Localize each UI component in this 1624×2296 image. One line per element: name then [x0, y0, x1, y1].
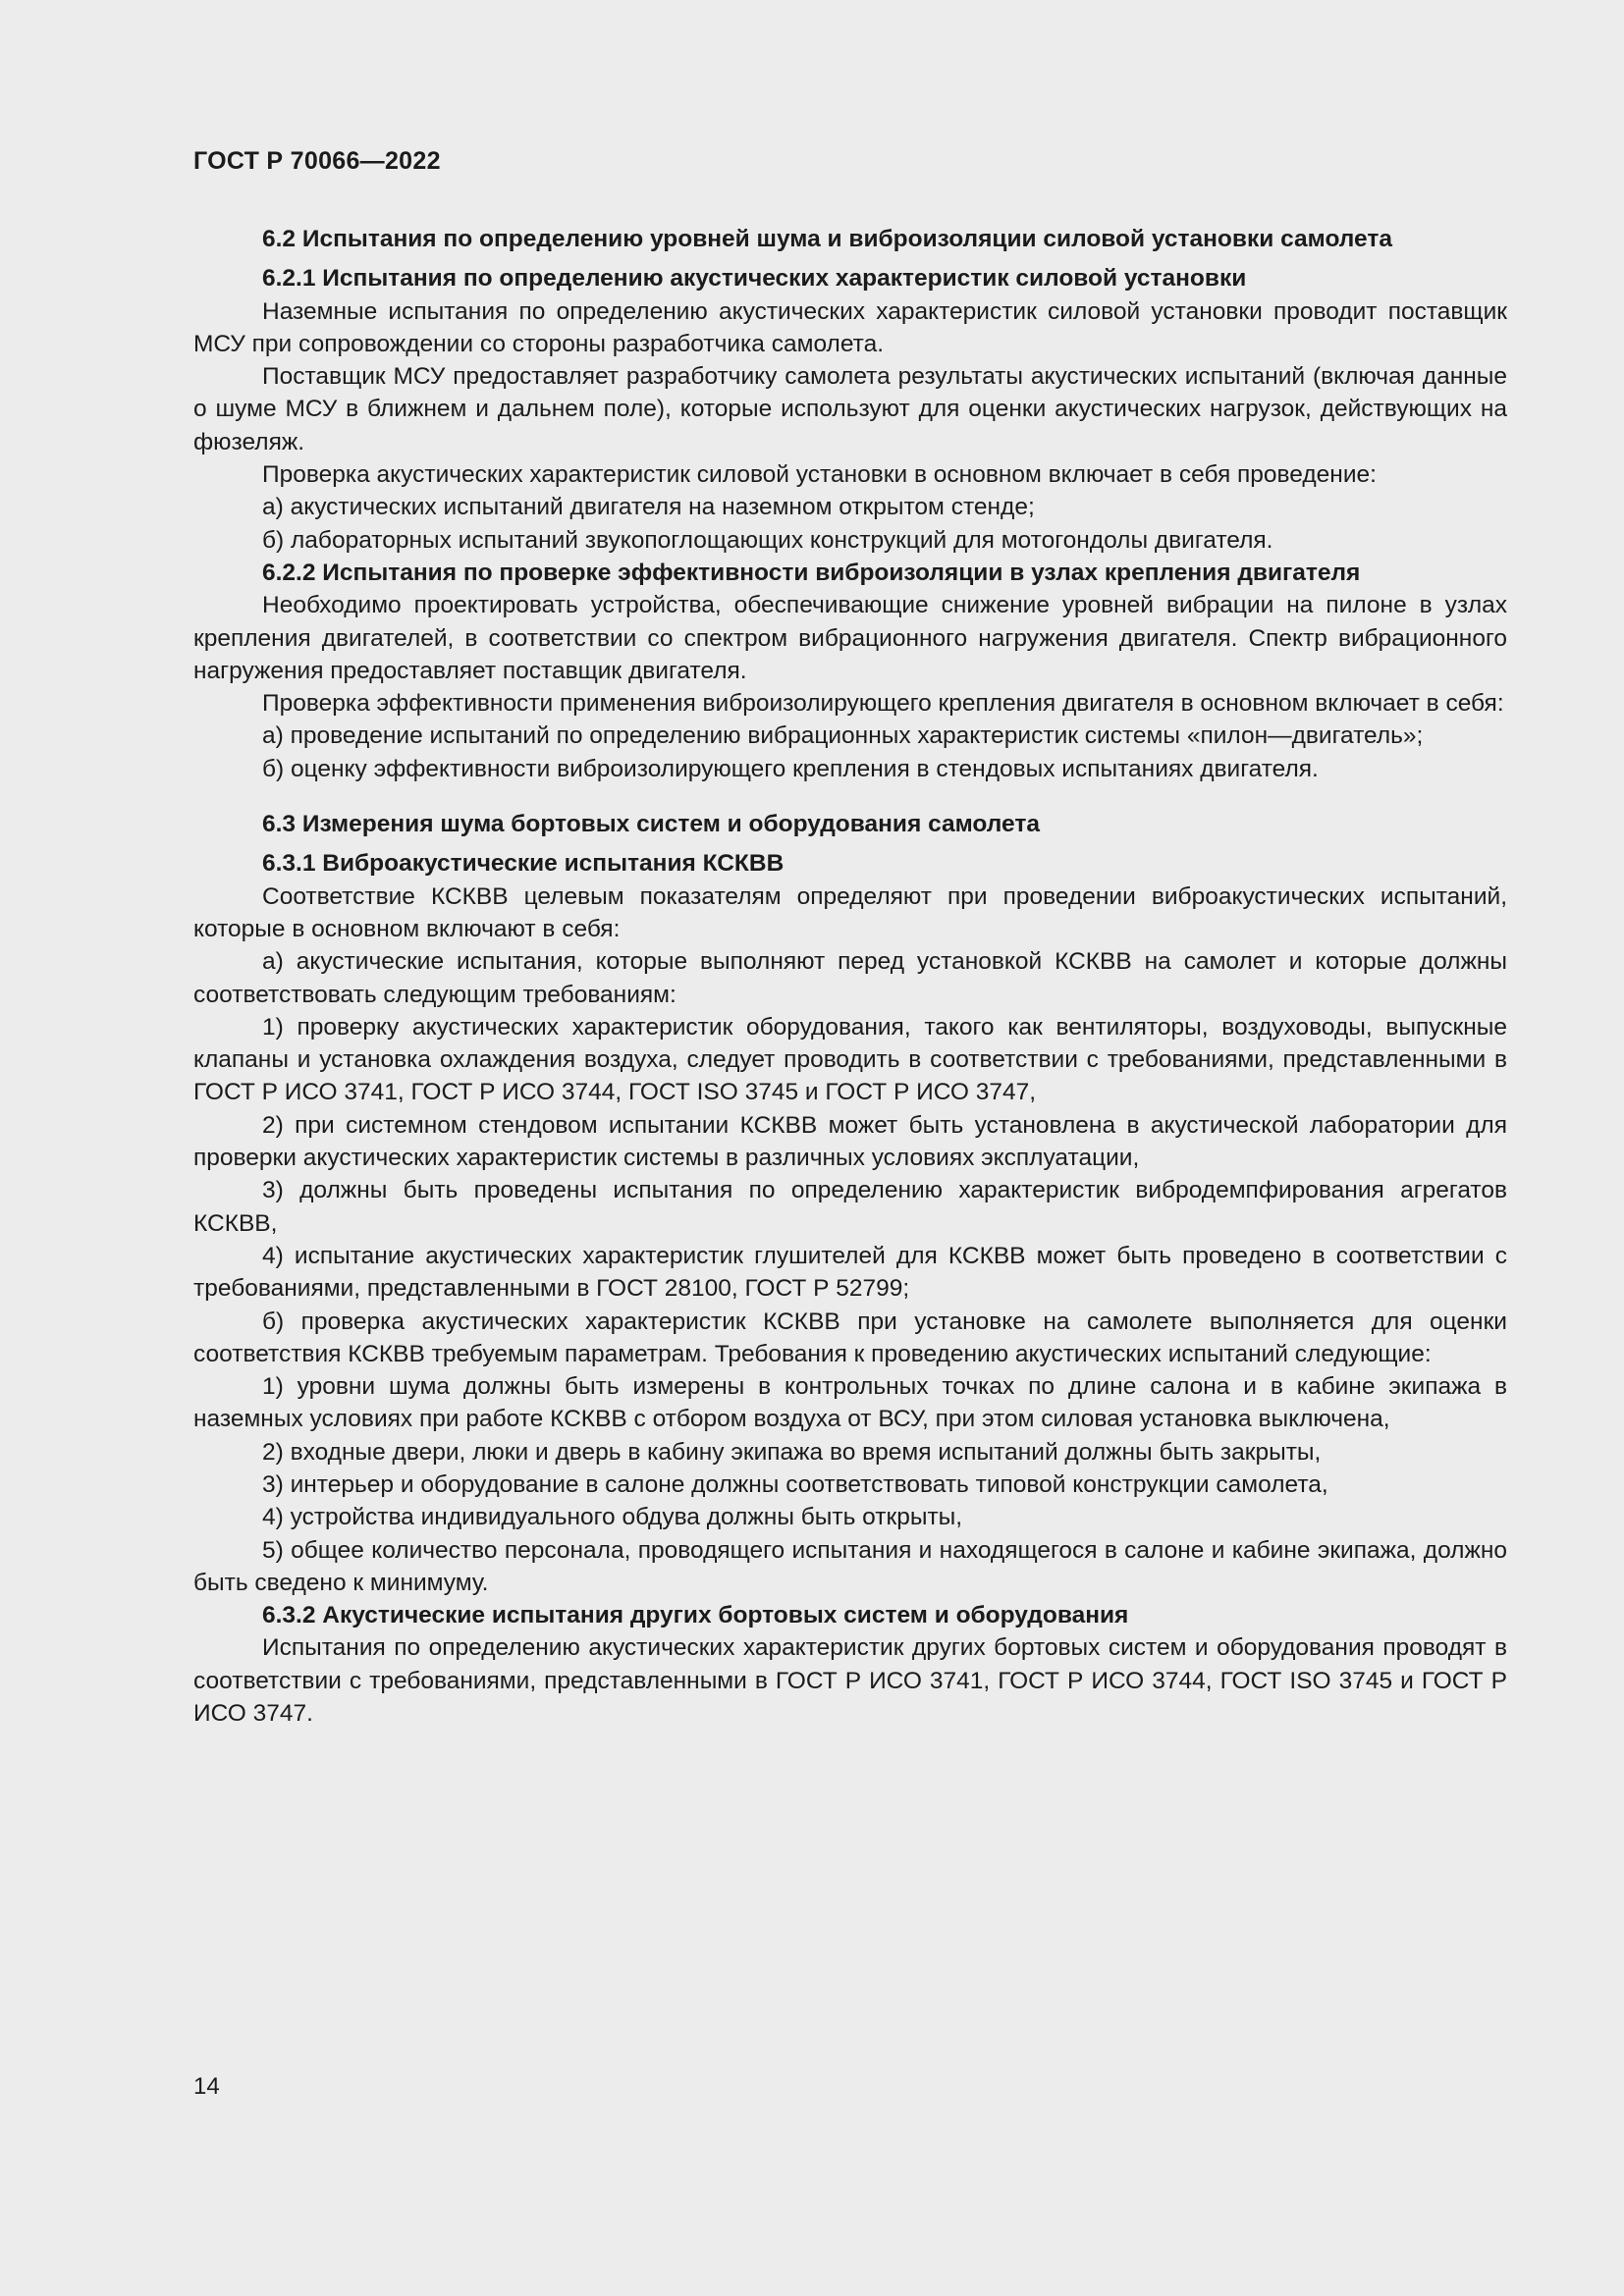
- list-item: 2) входные двери, люки и дверь в кабину экипажа во время испытаний должны быть закрыты,: [262, 1438, 1322, 1466]
- section-6-2-1-title: 6.2.1 Испытания по определению акустических характеристик силовой установки: [262, 265, 1247, 293]
- list-item: 4) устройства индивидуального обдува должны быть открыты,: [262, 1504, 963, 1531]
- paragraph: Поставщик МСУ предоставляет разработчику самолета результаты акустических испытаний (включая данные о шуме МСУ в ближнем и дальнем поле), которые используют для оценки акустических нагрузок, действующих на фюзеляж.: [193, 363, 1507, 455]
- paragraph: Наземные испытания по определению акустических характеристик силовой установки проводит поставщик МСУ при сопровождении со стороны разработчика самолета.: [193, 297, 1507, 357]
- paragraph: Проверка акустических характеристик силовой установки в основном включает в себя проведение:: [262, 461, 1377, 489]
- section-6-2-title: 6.2 Испытания по определению уровней шума и виброизоляции силовой установки самолета: [262, 226, 1392, 252]
- list-item: 5) общее количество персонала, проводящего испытания и находящегося в салоне и кабине экипажа, должно быть сведено к минимуму.: [193, 1536, 1507, 1596]
- list-item: б) проверка акустических характеристик КСКВВ при установке на самолете выполняется для оценки соответствия КСКВВ требуемым параметрам. Требования к проведению акустических испытаний следующие:: [193, 1308, 1507, 1367]
- list-item: 3) должны быть проведены испытания по определению характеристик вибродемпфирования агрегатов КСКВВ,: [193, 1177, 1507, 1237]
- list-item: 1) проверку акустических характеристик оборудования, такого как вентиляторы, воздуховоды, выпускные клапаны и установка охлаждения воздуха, следует проводить в соответствии с требованиями, представленными в ГОСТ Р ИСО 3741, ГОСТ Р ИСО 3744, ГОСТ ISO 3745 и ГОСТ Р ИСО 3747,: [193, 1013, 1507, 1106]
- list-item: 3) интерьер и оборудование в салоне должны соответствовать типовой конструкции самолета,: [262, 1470, 1328, 1498]
- list-item: б) оценку эффективности виброизолирующего крепления в стендовых испытаниях двигателя.: [262, 755, 1319, 782]
- paragraph: Необходимо проектировать устройства, обеспечивающие снижение уровней вибрации на пилоне в узлах крепления двигателей, в соответствии со спектром вибрационного нагружения двигателя. Спектр вибрационного нагружения предоставляет поставщик двигателя.: [193, 592, 1507, 684]
- list-item: 1) уровни шума должны быть измерены в контрольных точках по длине салона и в кабине экипажа в наземных условиях при работе КСКВВ с отбором воздуха от ВСУ, при этом силовая установка выключена,: [193, 1373, 1507, 1433]
- section-6-3-2-title: 6.3.2 Акустические испытания других бортовых систем и оборудования: [262, 1602, 1129, 1629]
- list-item: 4) испытание акустических характеристик глушителей для КСКВВ может быть проведено в соответствии с требованиями, представленными в ГОСТ 28100, ГОСТ Р 52799;: [193, 1242, 1507, 1303]
- paragraph: Испытания по определению акустических характеристик других бортовых систем и оборудования проводят в соответствии с требованиями, представленными в ГОСТ Р ИСО 3741, ГОСТ Р ИСО 3744, ГОСТ ISO 3745 и ГОСТ Р ИСО 3747.: [193, 1634, 1507, 1728]
- list-item: а) акустических испытаний двигателя на наземном открытом стенде;: [262, 494, 1035, 521]
- list-item: а) акустические испытания, которые выполняют перед установкой КСКВВ на самолет и которые должны соответствовать следующим требованиям:: [193, 948, 1507, 1008]
- list-item: б) лабораторных испытаний звукопоглощающих конструкций для мотогондолы двигателя.: [262, 526, 1273, 554]
- document-body: [193, 223, 1507, 1730]
- list-item: а) проведение испытаний по определению вибрационных характеристик системы «пилон—двигатель»;: [262, 722, 1424, 750]
- document-header: ГОСТ Р 70066—2022: [193, 147, 441, 175]
- section-6-2-2-title: 6.2.2 Испытания по проверке эффективности виброизоляции в узлах крепления двигателя: [262, 559, 1361, 586]
- section-6-3-1-title: 6.3.1 Виброакустические испытания КСКВВ: [262, 850, 785, 878]
- paragraph: Проверка эффективности применения виброизолирующего крепления двигателя в основном включает в себя:: [262, 690, 1504, 718]
- section-6-3-title: 6.3 Измерения шума бортовых систем и оборудования самолета: [262, 811, 1040, 838]
- list-item: 2) при системном стендовом испытании КСКВВ может быть установлена в акустической лаборатории для проверки акустических характеристик системы в различных условиях эксплуатации,: [193, 1111, 1507, 1172]
- paragraph: Соответствие КСКВВ целевым показателям определяют при проведении виброакустических испытаний, которые в основном включают в себя:: [193, 882, 1507, 942]
- page-number: 14: [193, 2073, 220, 2100]
